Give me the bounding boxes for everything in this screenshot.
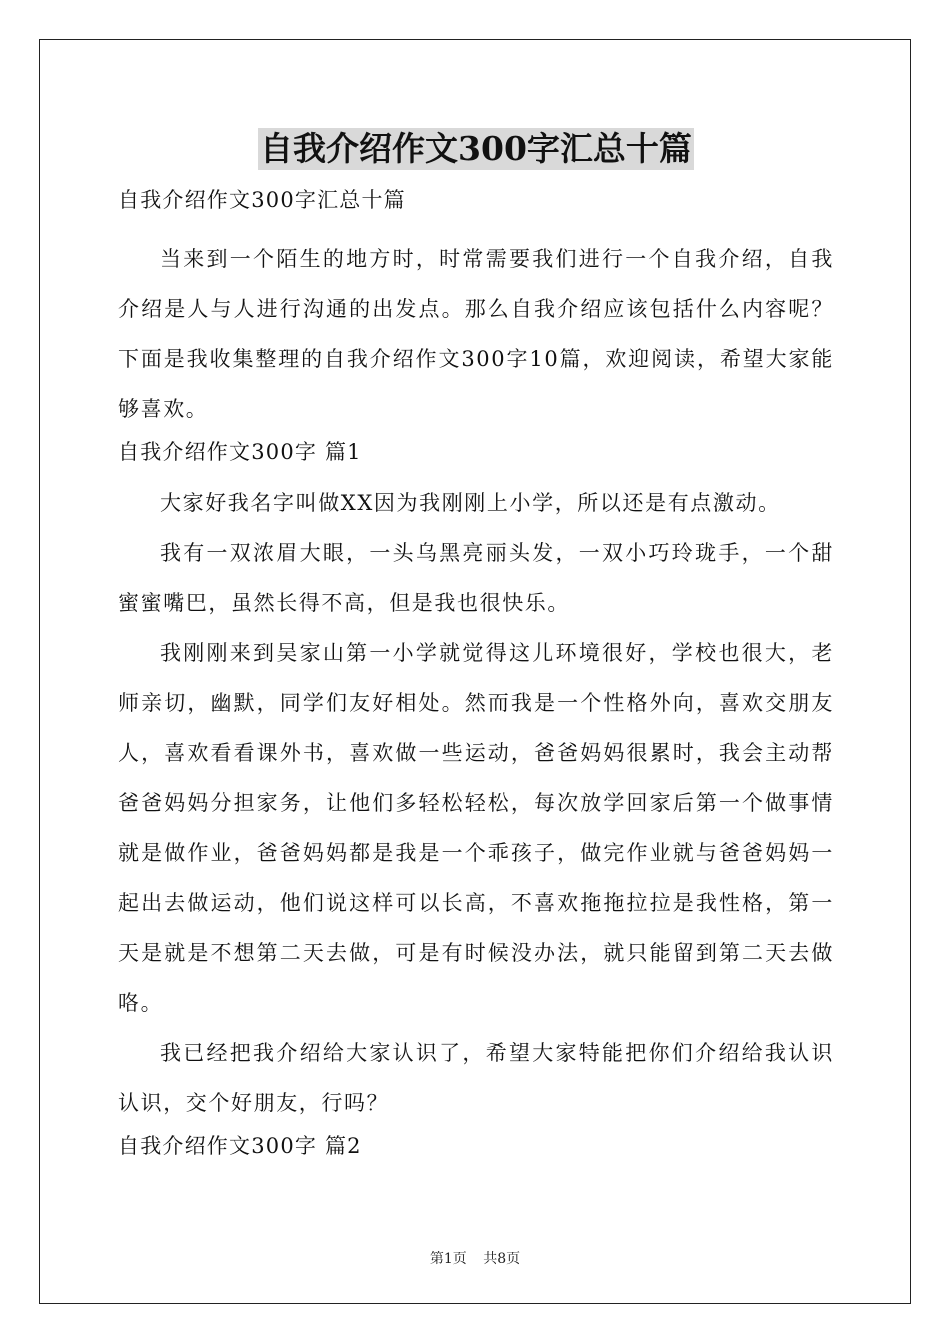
page-number: 第1页 [429,1251,467,1267]
total-pages: 共8页 [483,1251,521,1267]
section-1-paragraph-4: 我已经把我介绍给大家认识了，希望大家特能把你们介绍给我认识认识，交个好朋友，行吗？ [118,1041,834,1115]
section-1-paragraph-1: 大家好我名字叫做XX因为我刚刚上小学，所以还是有点激动。 [160,491,781,515]
title-wrap [118,128,834,170]
section-heading-2: 自我介绍作文300字 篇2 [118,1134,362,1158]
document-body [118,128,834,1180]
document-subtitle: 自我介绍作文300字汇总十篇 [118,188,406,212]
section-1-paragraph-3: 我刚刚来到吴家山第一小学就觉得这儿环境很好，学校也很大，老师亲切，幽默，同学们友好相处。然而我是一个性格外向，喜欢交朋友人，喜欢看看课外书，喜欢做一些运动，爸爸妈妈很累时，我会主动帮爸爸妈妈分担家务，让他们多轻松轻松，每次放学回家后第一个做事情就是做作业，爸爸妈妈都是我是一个乖孩子，做完作业就与爸爸妈妈一起出去做运动，他们说这样可以长高，不喜欢拖拖拉拉是我性格，第一天是就是不想第二天去做，可是有时候没办法，就只能留到第二天去做咯。 [118,641,834,1015]
section-heading-1: 自我介绍作文300字 篇1 [118,440,362,464]
section-1-paragraph-2: 我有一双浓眉大眼，一头乌黑亮丽头发，一双小巧玲珑手，一个甜蜜蜜嘴巴，虽然长得不高，但是我也很快乐。 [118,541,834,615]
document-title: 自我介绍作文300字汇总十篇 [260,129,692,168]
page-footer [0,1248,950,1268]
intro-paragraph: 当来到一个陌生的地方时，时常需要我们进行一个自我介绍，自我介绍是人与人进行沟通的出发点。那么自我介绍应该包括什么内容呢？下面是我收集整理的自我介绍作文300字10篇，欢迎阅读，希望大家能够喜欢。 [118,247,834,421]
